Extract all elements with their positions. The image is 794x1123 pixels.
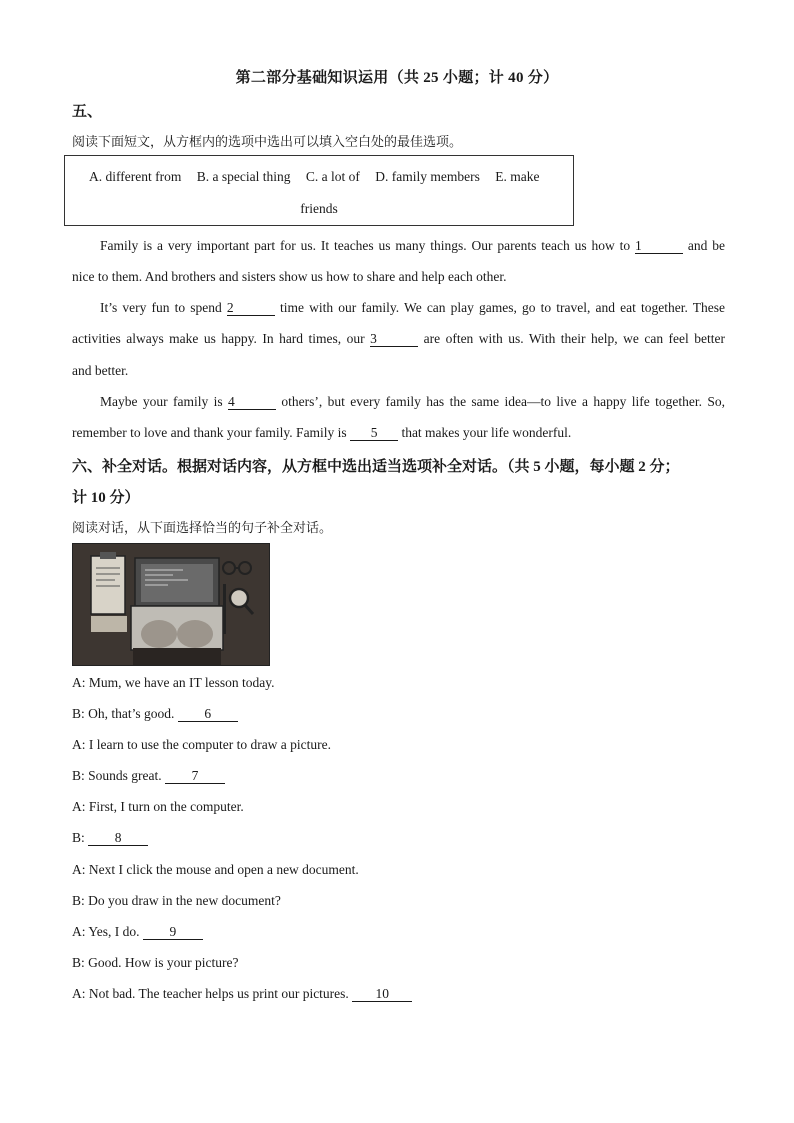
blank-7: 7 — [165, 768, 225, 784]
option-list — [89, 169, 551, 185]
para3-line2: remember to love and thank your family. Family is 5 that makes your life wonderful. — [72, 425, 572, 440]
section6-heading-line2: 计 10 分） — [72, 490, 140, 506]
option-d: D. family members — [375, 169, 480, 184]
dialogue-line-1: A: Mum, we have an IT lesson today. — [72, 675, 275, 690]
section5-label: 五、 — [72, 104, 103, 120]
para2-line3: and better. — [72, 363, 129, 378]
blank-5: 5 — [350, 425, 398, 441]
dialogue-line-11: A: Not bad. The teacher helps us print our pictures. 10 — [72, 986, 412, 1002]
option-e-tail: friends — [300, 201, 338, 216]
section6-heading-line1: 六、补全对话。根据对话内容，从方框中选出适当选项补全对话。（共 5 小题，每小题 2 分； — [72, 459, 680, 475]
blank-8: 8 — [88, 830, 148, 846]
option-b: B. a special thing — [196, 169, 291, 184]
option-e: E. make — [495, 169, 540, 184]
illustration-laptop-image — [72, 543, 270, 666]
blank-1: 1 — [635, 238, 683, 254]
para1-line1: Family is a very important part for us. It teaches us many things. Our parents teach us how to 1 and be — [100, 238, 725, 253]
blank-6: 6 — [178, 706, 238, 722]
option-a: A. different from — [89, 169, 182, 184]
option-box — [64, 155, 574, 226]
blank-3: 3 — [370, 331, 418, 347]
dialogue-line-8: B: Do you draw in the new document? — [72, 893, 281, 908]
section6-instruction: 阅读对话，从下面选择恰当的句子补全对话。 — [72, 520, 333, 535]
para3-line1: Maybe your family is 4 others’, but every family has the same idea—to live a happy life together. So, — [100, 394, 725, 409]
para1-line2: nice to them. And brothers and sisters show us how to share and help each other. — [72, 269, 507, 284]
section5-instruction: 阅读下面短文，从方框内的选项中选出可以填入空白处的最佳选项。 — [72, 134, 463, 149]
blank-9: 9 — [143, 924, 203, 940]
para2-line1: It’s very fun to spend 2 time with our family. We can play games, go to travel, and eat together. These — [100, 300, 726, 315]
blank-10: 10 — [352, 986, 412, 1002]
dialogue-line-2: B: Oh, that’s good. 6 — [72, 706, 238, 722]
dialogue-line-10: B: Good. How is your picture? — [72, 955, 239, 970]
dialogue-line-7: A: Next I click the mouse and open a new document. — [72, 862, 359, 877]
dialogue-line-4: B: Sounds great. 7 — [72, 768, 225, 784]
blank-4: 4 — [228, 394, 276, 410]
blank-2: 2 — [227, 300, 275, 316]
dialogue-line-5: A: First, I turn on the computer. — [72, 799, 244, 814]
para2-line2: activities always make us happy. In hard times, our 3 are often with us. With their help, we can feel better — [72, 331, 725, 346]
dialogue-line-6: B: 8 — [72, 830, 148, 846]
laptop-desk-illustration — [73, 544, 269, 665]
option-c: C. a lot of — [305, 169, 360, 184]
part-title: 第二部分基础知识运用（共 25 小题；计 40 分） — [235, 70, 559, 86]
dialogue-line-3: A: I learn to use the computer to draw a picture. — [72, 737, 332, 752]
dialogue-line-9: A: Yes, I do. 9 — [72, 924, 203, 940]
